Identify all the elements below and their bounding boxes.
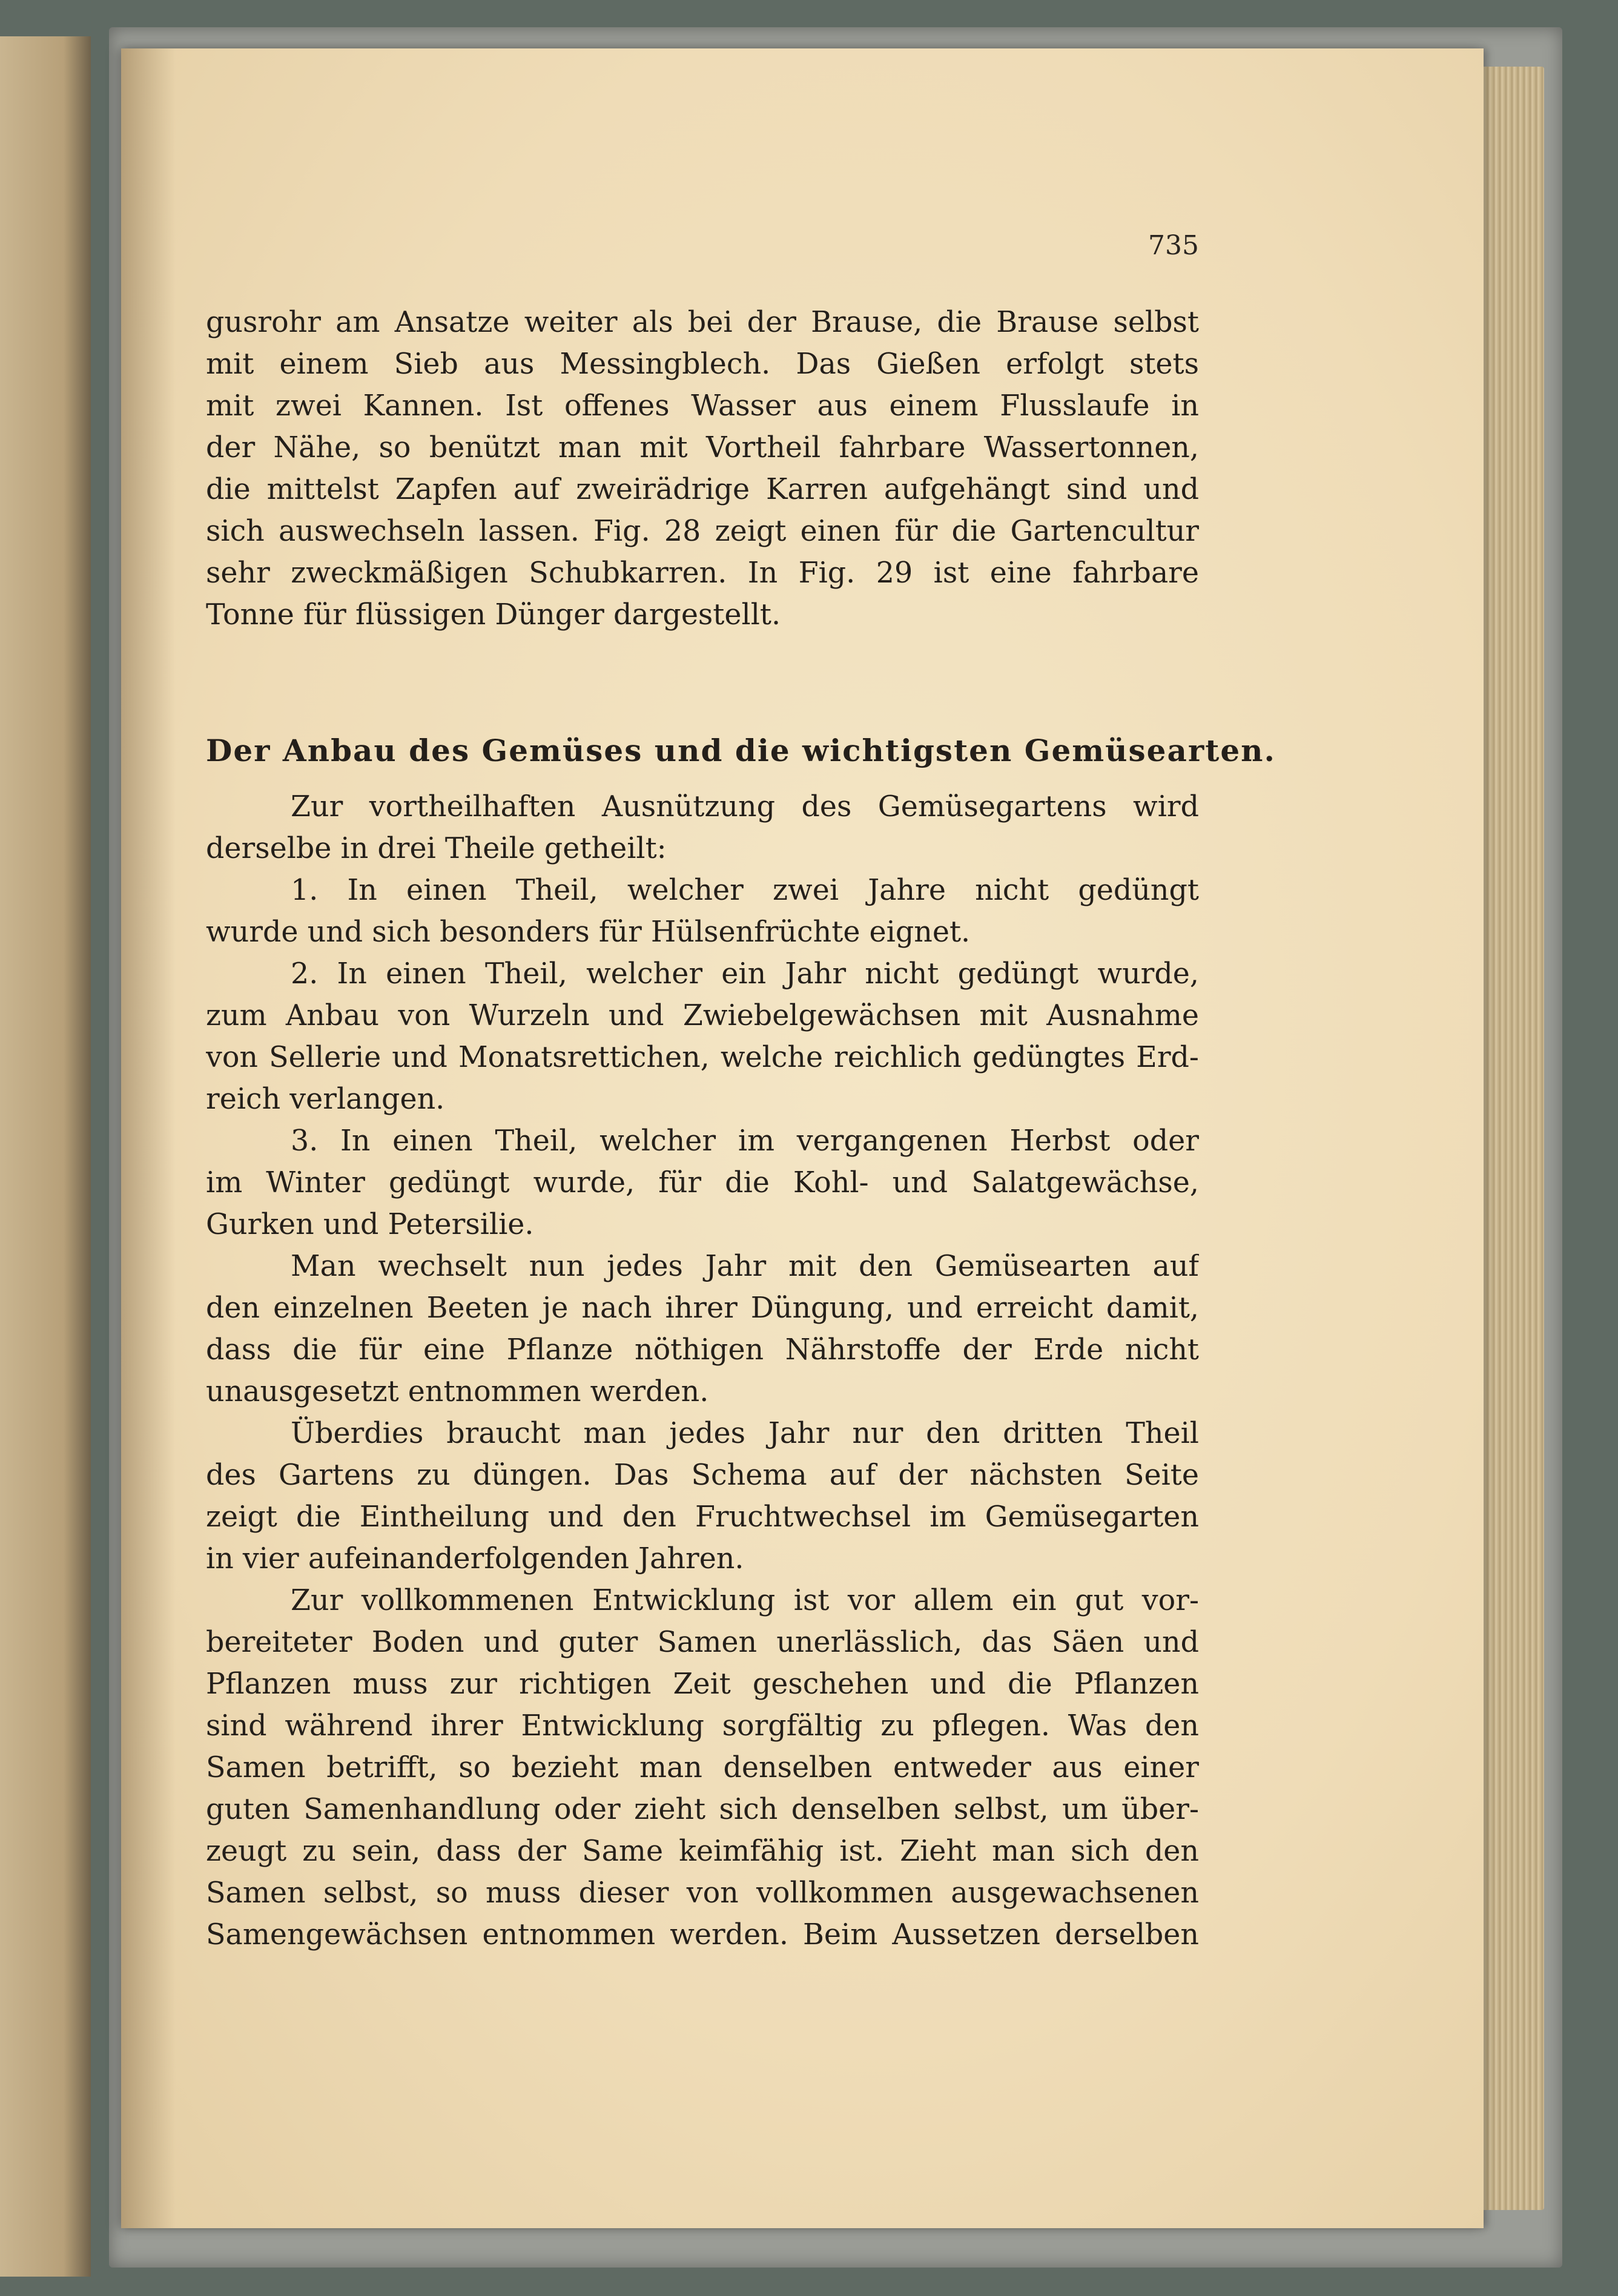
text-line: wurde und sich besonders für Hülsenfrüchte eignet.	[206, 915, 971, 949]
text-line: zum Anbau von Wurzeln und Zwiebelgewächsen mit Ausnahme	[206, 999, 1199, 1032]
text-line: bereiteter Boden und guter Samen unerlässlich, das Säen und	[206, 1626, 1199, 1659]
text-line: zeugt zu sein, dass der Same keimfähig ist. Zieht man sich den	[206, 1835, 1199, 1868]
text-line: sehr zweckmäßigen Schubkarren. In Fig. 29 ist eine fahrbare	[206, 556, 1199, 590]
spine-shadow	[121, 48, 176, 2228]
left-facing-page-edge	[0, 36, 91, 2277]
text-line: der Nähe, so benützt man mit Vortheil fahrbare Wassertonnen,	[206, 431, 1199, 464]
text-line: Gurken und Petersilie.	[206, 1208, 534, 1241]
page-number: 735	[1148, 230, 1199, 261]
text-line: Zur vollkommenen Entwicklung ist vor allem ein gut vor-	[291, 1584, 1199, 1617]
text-line: die mittelst Zapfen auf zweirädrige Karren aufgehängt sind und	[206, 473, 1199, 506]
text-line: 2. In einen Theil, welcher ein Jahr nicht gedüngt wurde,	[291, 957, 1199, 991]
text-line: des Gartens zu düngen. Das Schema auf der nächsten Seite	[206, 1459, 1199, 1492]
text-line: derselbe in drei Theile getheilt:	[206, 832, 667, 865]
page-edges	[1478, 67, 1544, 2210]
text-line: sich auswechseln lassen. Fig. 28 zeigt einen für die Gartencultur	[206, 515, 1199, 548]
text-line: Überdies braucht man jedes Jahr nur den dritten Theil	[291, 1417, 1199, 1450]
text-line: Samengewächsen entnommen werden. Beim Aussetzen derselben	[206, 1918, 1199, 1951]
text-line: reich verlangen.	[206, 1083, 445, 1116]
text-line: Samen selbst, so muss dieser von vollkommen ausgewachsenen	[206, 1876, 1199, 1910]
text-line: im Winter gedüngt wurde, für die Kohl- und Salatgewächse,	[206, 1166, 1199, 1199]
text-line: Man wechselt nun jedes Jahr mit den Gemüsearten auf	[291, 1250, 1199, 1283]
text-line: von Sellerie und Monatsrettichen, welche reichlich gedüngtes Erd-	[206, 1041, 1199, 1074]
text-line: Tonne für flüssigen Dünger dargestellt.	[206, 598, 781, 632]
text-line: mit einem Sieb aus Messingblech. Das Gießen erfolgt stets	[206, 348, 1199, 381]
text-line: in vier aufeinanderfolgenden Jahren.	[206, 1542, 744, 1575]
text-line: 3. In einen Theil, welcher im vergangenen Herbst oder	[291, 1124, 1199, 1158]
text-line: zeigt die Eintheilung und den Fruchtwechsel im Gemüsegarten	[206, 1500, 1199, 1534]
section-heading: Der Anbau des Gemüses und die wichtigsten Gemüsearten.	[206, 733, 1276, 768]
section-body	[206, 786, 1199, 1956]
text-line: Samen betrifft, so bezieht man denselben entweder aus einer	[206, 1751, 1199, 1784]
intro-paragraph	[206, 302, 1199, 636]
text-line: 1. In einen Theil, welcher zwei Jahre nicht gedüngt	[291, 874, 1199, 907]
text-line: sind während ihrer Entwicklung sorgfältig zu pflegen. Was den	[206, 1709, 1199, 1743]
section-gap	[206, 636, 1199, 721]
text-line: dass die für eine Pflanze nöthigen Nährstoffe der Erde nicht	[206, 1333, 1199, 1367]
text-line: Zur vortheilhaften Ausnützung des Gemüsegartens wird	[291, 790, 1199, 823]
text-line: den einzelnen Beeten je nach ihrer Düngung, und erreicht damit,	[206, 1292, 1199, 1325]
text-line: mit zwei Kannen. Ist offenes Wasser aus einem Flusslaufe in	[206, 389, 1199, 423]
text-line: gusrohr am Ansatze weiter als bei der Brause, die Brause selbst	[206, 306, 1199, 339]
page-text	[206, 302, 1276, 1956]
text-line: guten Samenhandlung oder zieht sich denselben selbst, um über-	[206, 1793, 1199, 1826]
text-line: unausgesetzt entnommen werden.	[206, 1375, 709, 1408]
text-line: Pflanzen muss zur richtigen Zeit geschehen und die Pflanzen	[206, 1668, 1199, 1701]
